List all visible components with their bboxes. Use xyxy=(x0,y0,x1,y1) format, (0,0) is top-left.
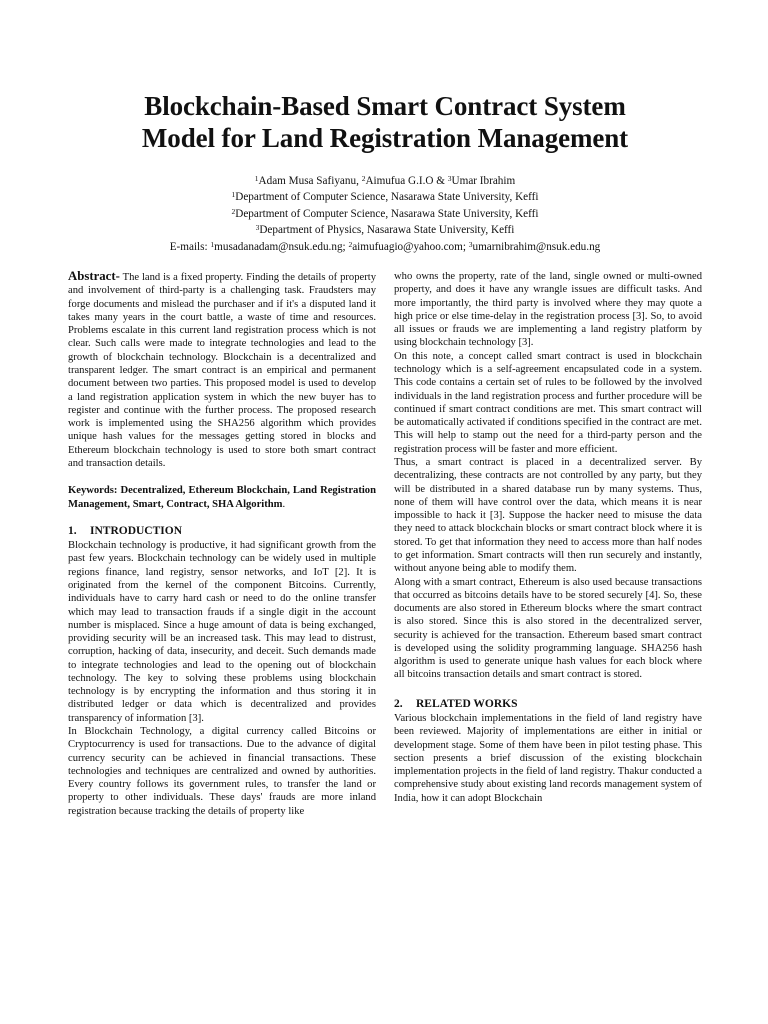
email-3: umarnibrahim@nsuk.edu.ng xyxy=(472,240,601,253)
email-1-mark: 1 xyxy=(210,239,215,249)
keywords xyxy=(68,484,376,511)
abstract-label: Abstract- xyxy=(68,269,120,284)
section-2-number: 2. xyxy=(394,697,403,710)
section-1-title: INTRODUCTION xyxy=(90,524,183,537)
abstract-text: The land is a fixed property. Finding the details of property and involvement of third-party is a challenging task. Fraudsters may forge documents and mislead the purchaser and if it's a disputed land it takes many years in the court battle, a waste of time and resources. Problems escalate in this current land registration process which is not clear. Such calls were made to integrate technologies and lead to the growth of blockchain technology. Blockchain is a decentralized and transparent ledger. The smart contract is an empirical and permanent document between two parties. This proposed model is used to develop a land registration application system in which the new buyer has to register and continue with the further process. The proposed research work is implemented using the SHA256 algorithm which provides unique hash values for the messages getting stored in blocks and Ethereum blockchain technology is used to store both smart contract and transaction details. xyxy=(68,272,376,469)
related-paragraph-1: Various blockchain implementations in the field of land registry have been reviewed. Majority of implementations are either in initial or development stage. Some of them have been in pilot testing phase. This section presents a brief discussion of the existing blockchain implementation projects in the field of land registry. Thakur conducted a comprehensive study about existing land records management system of India, how it can adopt Blockchain xyxy=(394,713,702,804)
body-columns xyxy=(68,270,702,818)
author-2-name: Aimufua G.I.O & xyxy=(365,175,448,187)
section-heading-related-works xyxy=(394,698,702,711)
email-1: musadanadam@nsuk.edu.ng; xyxy=(214,240,349,253)
email-3-mark: 3 xyxy=(468,239,473,249)
email-2: aimufuagio@yahoo.com; xyxy=(352,240,469,253)
right-paragraph-3: Thus, a smart contract is placed in a decentralized server. By decentralizing, these contracts are not controlled by any party, but they will be distributed in a shared database run by many systems. Thus, none of them will have control over the data, which means it is near impossible to hack it [3]. Suppose the hacker need to misuse the data they need to attack blockchain blocks or smart contract block where it is stored. To get that information they need to access more than half nodes to get information. Smart contracts will then run securely and instantly, without anyone being able to modify them. xyxy=(394,456,702,575)
author-1-mark: 1 xyxy=(254,174,259,183)
emails-label: E-mails: xyxy=(169,240,211,253)
author-3-mark: 3 xyxy=(447,174,452,183)
email-2-mark: 2 xyxy=(348,239,353,249)
keywords-label: Keywords: xyxy=(68,485,121,497)
affiliation-2-mark: 2 xyxy=(231,206,236,216)
affiliation-2-text: Department of Computer Science, Nasarawa State University, Keffi xyxy=(235,207,539,220)
right-paragraph-2: On this note, a concept called smart contract is used in blockchain technology which is a self-agreement encapsulated code in a system. This code contains a certain set of rules to be followed by the involved individuals in the land registration process and further procedure will be continued if smart contract conditions are met. This smart contract will be automatically activated if conditions specified in the contract are met. This will help to stamp out the need for a third-party person and the registration process will be faster and more efficient. xyxy=(394,350,702,455)
right-paragraph-1: who owns the property, rate of the land, single owned or multi-owned property, and does it have any wrangle issues are difficult tasks. And more importantly, the third party is involved where they may quote a high price or else time-delay in the registration process [3]. So, to avoid all issues or frauds we are implementing a land registry platform by using blockchain technology [3]. xyxy=(394,271,702,349)
intro-paragraph-1: Blockchain technology is productive, it had significant growth from the past few years. Blockchain technology can be widely used in multiple regions finance, land registry, sensor networks, and IoT [2]. It is originated from the kernel of the component Bitcoins. Currently, individuals have to carry hard cash or need to do the online transfer which may lead to transaction frauds if a single digit in the account number is misplaced. Since a huge amount of data is being exchanged, providing security will be an increased task. This may lead to distrust, corruption, hacking of data, insecurity, and deceit. Such demands made to integrate technologies and lead to the opening out of blockchain technology. The key to solving these problems using blockchain technology is by encrypting the information and thus storing it in distributed ledger or data which is decentralized and provides transparency of information [3]. xyxy=(68,540,376,724)
title-line-1: Blockchain-Based Smart Contract System xyxy=(144,91,626,121)
author-names xyxy=(68,172,702,188)
affiliation-1-mark: 1 xyxy=(231,190,236,200)
section-1-number: 1. xyxy=(68,524,77,537)
affiliation-3 xyxy=(68,221,702,237)
affiliation-3-text: Department of Physics, Nasarawa State University, Keffi xyxy=(259,224,515,237)
right-column xyxy=(394,270,702,818)
paper-title xyxy=(68,90,702,154)
section-2-title: RELATED WORKS xyxy=(416,697,518,710)
abstract xyxy=(68,270,376,470)
keywords-text: Decentralized, Ethereum Blockchain, Land Registration Management, Smart, Contract, SHA Algorithm xyxy=(68,485,376,510)
author-2-mark: 2 xyxy=(361,174,366,183)
section-heading-introduction xyxy=(68,525,376,538)
emails-line xyxy=(68,238,702,254)
intro-paragraph-2: In Blockchain Technology, a digital currency called Bitcoins or Cryptocurrency is used for transactions. Due to the advance of digital currency security can be achieved in financial transactions. These technologies and techniques are centralized and owned by authorities. Every country follows its government rules, to transfer the land or property to other individuals. These days' frauds are more inland registration because tracking the details of property like xyxy=(68,726,376,817)
left-column xyxy=(68,270,376,818)
affiliation-1-text: Department of Computer Science, Nasarawa State University, Keffi xyxy=(235,191,539,204)
keywords-end: . xyxy=(282,498,286,510)
affiliation-1 xyxy=(68,188,702,204)
title-line-2: Model for Land Registration Management xyxy=(141,123,629,153)
author-block xyxy=(68,172,702,254)
author-1-name: Adam Musa Safiyanu, xyxy=(258,175,362,187)
affiliation-3-mark: 3 xyxy=(255,223,260,233)
right-paragraph-4: Along with a smart contract, Ethereum is also used because transactions that occurred as bitcoins details have to be stored securely [4]. So, these documents are also stored in Ethereum blocks where the smart contract is also stored. Since this is also stored in the decentralized server, security is achieved for the transaction. Ethereum based smart contract is developed using the solidity programming language. SHA256 hash algorithm is used to generate unique hash values for each block where all bitcoins transaction details and smart contract is stored. xyxy=(394,576,702,681)
affiliation-2 xyxy=(68,205,702,221)
author-3-name: Umar Ibrahim xyxy=(451,175,516,187)
